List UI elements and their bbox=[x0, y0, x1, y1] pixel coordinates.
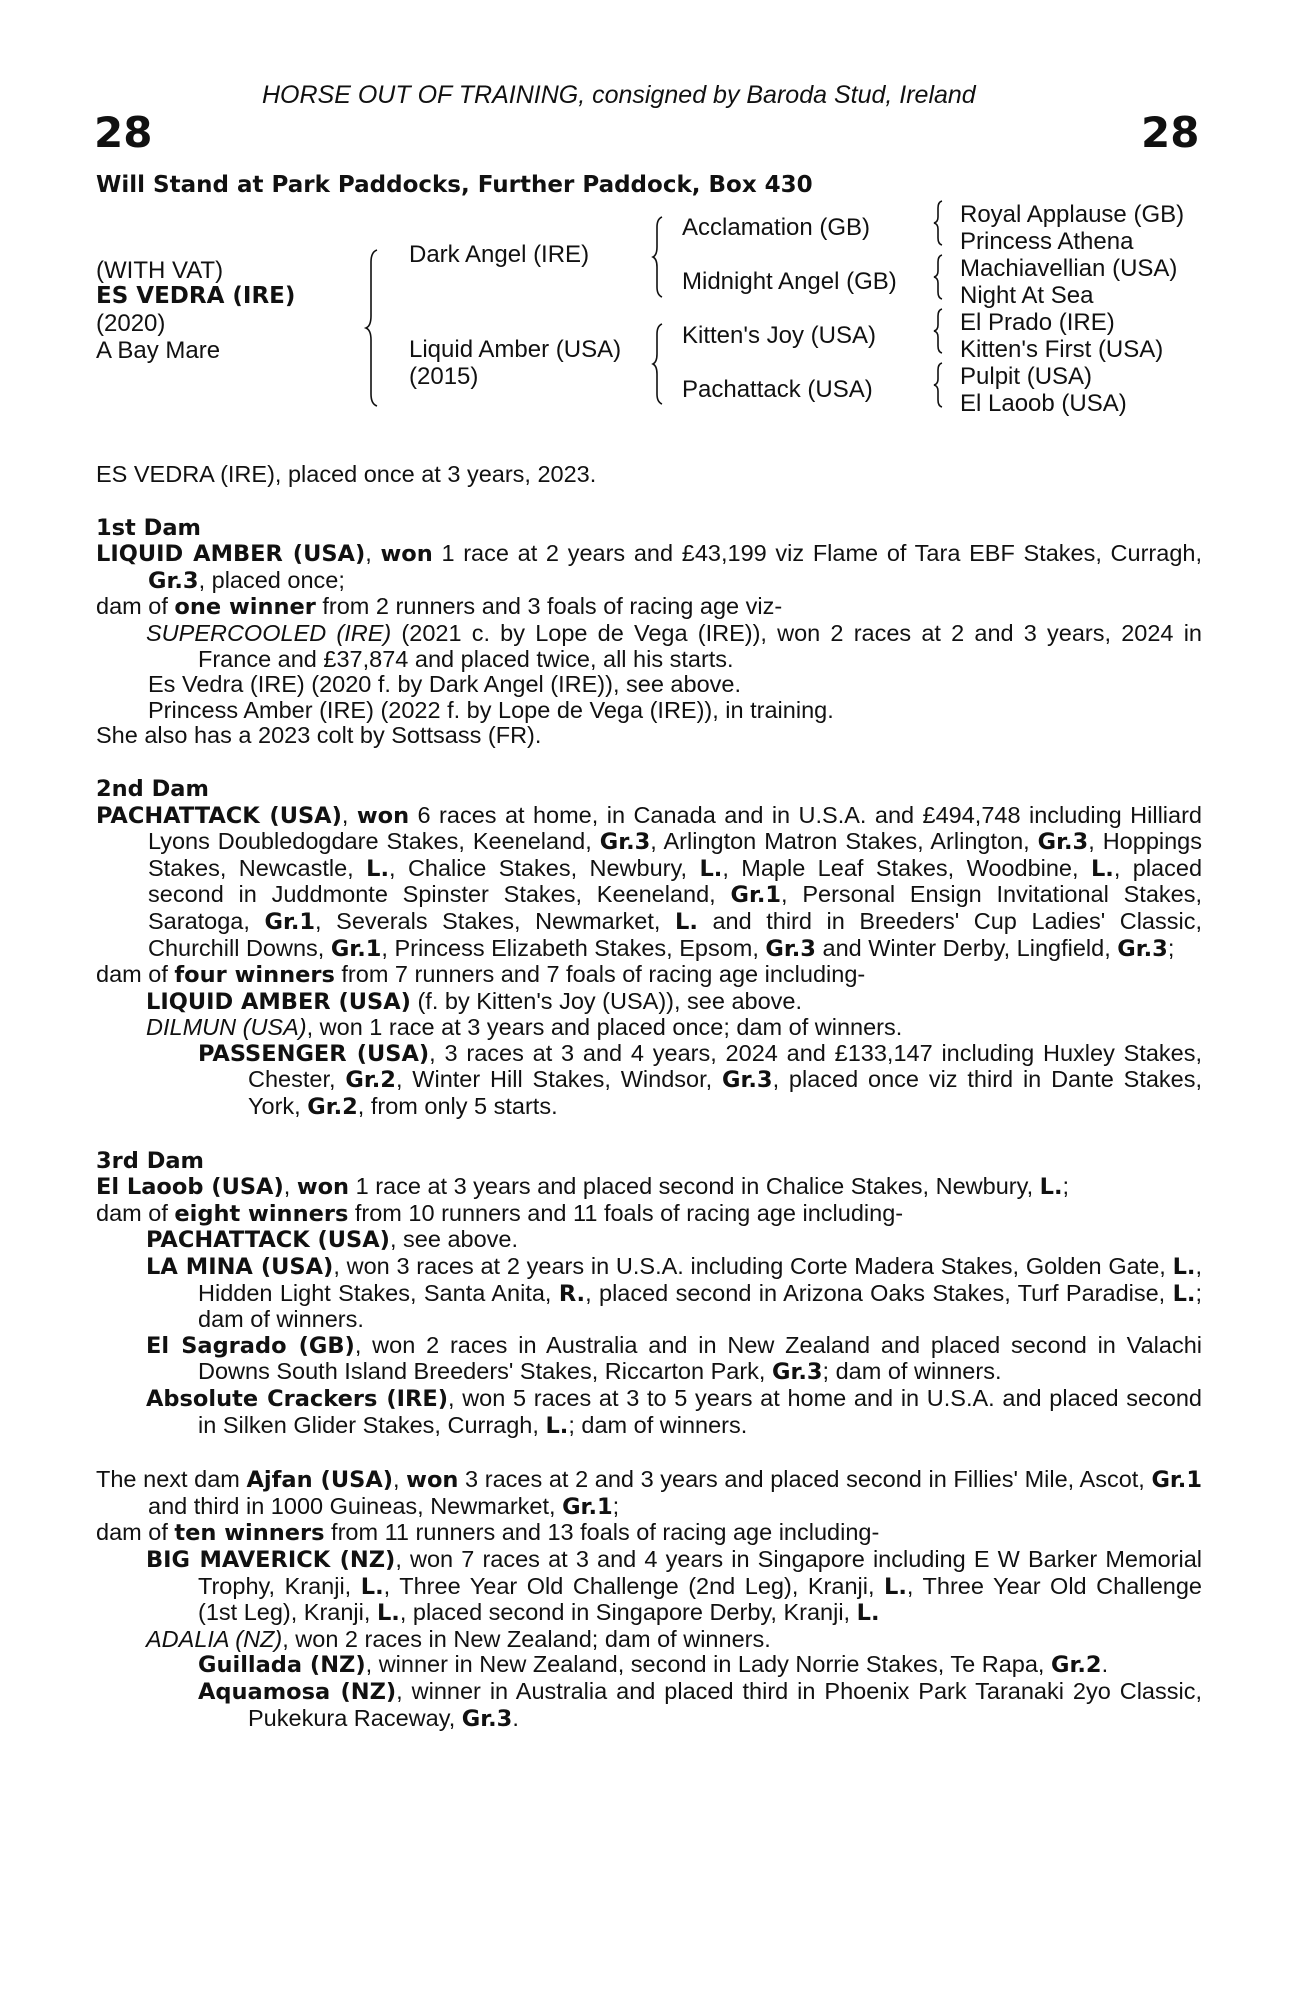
pedigree-gen3-1: Royal Applause (GB) bbox=[960, 201, 1185, 228]
second-dam-section bbox=[96, 777, 1202, 1121]
pedigree-brace-g3-2 bbox=[933, 253, 951, 301]
lot-number-left: 28 bbox=[94, 108, 153, 157]
first-dam-progeny-3: Princess Amber (IRE) (2022 f. by Lope de Vega (IRE)), in training. bbox=[148, 696, 834, 723]
stand-location: Will Stand at Park Paddocks, Further Paddock, Box 430 bbox=[96, 172, 813, 198]
pedigree-brace-dam bbox=[652, 322, 674, 402]
pedigree-gen3-4: Night At Sea bbox=[960, 282, 1094, 309]
second-dam-produce-line: dam of four winners from 7 runners and 7 foals of racing age including- bbox=[96, 961, 866, 989]
pedigree-gen2-4: Pachattack (USA) bbox=[682, 376, 873, 403]
pedigree-brace-g3-1 bbox=[933, 199, 951, 247]
pedigree-gen3-5: El Prado (IRE) bbox=[960, 309, 1115, 336]
next-dam-grand-progeny-2: Aquamosa (NZ), winner in Australia and placed third in Phoenix Park Taranaki 2yo Classic, Pukekura Raceway, Gr.3. bbox=[198, 1677, 1202, 1732]
first-dam-also: She also has a 2023 colt by Sottsass (FR). bbox=[96, 722, 542, 749]
third-dam-produce-line: dam of eight winners from 10 runners and 11 foals of racing age including- bbox=[96, 1199, 904, 1227]
pedigree-sire: Dark Angel (IRE) bbox=[409, 241, 590, 268]
first-dam-heading: 1st Dam bbox=[96, 514, 201, 541]
first-dam-progeny-1: SUPERCOOLED (IRE) (2021 c. by Lope de Vega (IRE)), won 2 races at 2 and 3 years, 2024 in France and £37,874 and placed twice, all his starts. bbox=[146, 619, 1202, 672]
pedigree-brace-main bbox=[365, 248, 395, 408]
pedigree-gen2-3: Kitten's Joy (USA) bbox=[682, 322, 876, 349]
third-dam-progeny-2: LA MINA (USA), won 3 races at 2 years in U.S.A. including Corte Madera Stakes, Golden Gate, L., Hidden Light Stakes, Santa Anita, R., placed second in Arizona Oaks Stakes, Turf Paradise, L.; dam of winners. bbox=[146, 1253, 1202, 1333]
pedigree-gen3-2: Princess Athena bbox=[960, 228, 1134, 255]
pedigree-brace-g3-3 bbox=[933, 307, 951, 355]
pedigree-gen3-7: Pulpit (USA) bbox=[960, 363, 1093, 390]
pedigree-dam: Liquid Amber (USA) bbox=[409, 336, 622, 363]
pedigree-gen2-1: Acclamation (GB) bbox=[682, 214, 871, 241]
first-dam-record: LIQUID AMBER (USA), won 1 race at 2 years and £43,199 viz Flame of Tara EBF Stakes, Curragh, Gr.3, placed once; bbox=[96, 540, 1202, 594]
next-dam-progeny-2: ADALIA (NZ), won 2 races in New Zealand; dam of winners. bbox=[146, 1625, 771, 1652]
third-dam-progeny-3: El Sagrado (GB), won 2 races in Australia and in New Zealand and placed second in Valachi Downs South Island Breeders' Stakes, Riccarton Park, Gr.3; dam of winners. bbox=[146, 1331, 1202, 1386]
horse-description: A Bay Mare bbox=[96, 337, 221, 364]
second-dam-heading: 2nd Dam bbox=[96, 775, 209, 802]
third-dam-progeny-1: PACHATTACK (USA), see above. bbox=[146, 1226, 519, 1254]
lot-number-right: 28 bbox=[1141, 108, 1200, 157]
first-dam-section bbox=[96, 516, 1202, 749]
second-dam-progeny-2: DILMUN (USA), won 1 race at 3 years and placed once; dam of winners. bbox=[146, 1014, 903, 1041]
second-dam-progeny-1: LIQUID AMBER (USA) (f. by Kitten's Joy (USA)), see above. bbox=[146, 987, 803, 1015]
third-dam-heading: 3rd Dam bbox=[96, 1147, 204, 1174]
next-dam-progeny-1: BIG MAVERICK (NZ), won 7 races at 3 and 4 years in Singapore including E W Barker Memorial Trophy, Kranji, L., Three Year Old Challenge (2nd Leg), Kranji, L., Three Year Old Challenge (1st Leg), Kranji, L., placed second in Singapore Derby, Kranji, L. bbox=[146, 1545, 1202, 1627]
next-dam-record: The next dam Ajfan (USA), won 3 races at 2 and 3 years and placed second in Fillies' Mile, Ascot, Gr.1 and third in 1000 Guineas, Newmarket, Gr.1; bbox=[96, 1466, 1203, 1520]
pedigree-brace-g3-4 bbox=[933, 361, 951, 409]
pedigree-gen3-3: Machiavellian (USA) bbox=[960, 255, 1178, 282]
page-header-title: HORSE OUT OF TRAINING, consigned by Baroda Stud, Ireland bbox=[262, 81, 976, 109]
next-dam-grand-progeny-1: Guillada (NZ), winner in New Zealand, second in Lady Norrie Stakes, Te Rapa, Gr.2. bbox=[198, 1651, 1109, 1679]
pedigree-gen3-8: El Laoob (USA) bbox=[960, 390, 1127, 417]
pedigree-brace-sire bbox=[652, 215, 674, 295]
produce-record bbox=[96, 462, 1202, 1732]
race-summary: ES VEDRA (IRE), placed once at 3 years, 2023. bbox=[96, 461, 597, 487]
third-dam-record: El Laoob (USA), won 1 race at 3 years and placed second in Chalice Stakes, Newbury, L.; bbox=[96, 1173, 1070, 1201]
horse-year: (2020) bbox=[96, 310, 166, 337]
next-dam-produce-line: dam of ten winners from 11 runners and 13 foals of racing age including- bbox=[96, 1519, 880, 1547]
pedigree-dam-year: (2015) bbox=[409, 363, 479, 390]
horse-name: ES VEDRA (IRE) bbox=[96, 283, 296, 309]
second-dam-grand-progeny-1: PASSENGER (USA), 3 races at 3 and 4 years, 2024 and £133,147 including Huxley Stakes, Chester, Gr.2, Winter Hill Stakes, Windsor, Gr.3, placed once viz third in Dante Stakes, York, Gr.2, from only 5 starts. bbox=[198, 1039, 1203, 1121]
first-dam-progeny-2: Es Vedra (IRE) (2020 f. by Dark Angel (IRE)), see above. bbox=[148, 671, 741, 698]
second-dam-record: PACHATTACK (USA), won 6 races at home, in Canada and in U.S.A. and £494,748 including Hilliard Lyons Doubledogdare Stakes, Keeneland, Gr.3, Arlington Matron Stakes, Arlington, Gr.3, Hoppings Stakes, Newcastle, L., Chalice Stakes, Newbury, L., Maple Leaf Stakes, Woodbine, L., placed second in Juddmonte Spinster Stakes, Keeneland, Gr.1, Personal Ensign Invitational Stakes, Saratoga, Gr.1, Severals Stakes, Newmarket, L. and third in Breeders' Cup Ladies' Classic, Churchill Downs, Gr.1, Princess Elizabeth Stakes, Epsom, Gr.3 and Winter Derby, Lingfield, Gr.3; bbox=[96, 801, 1203, 962]
pedigree-gen3-6: Kitten's First (USA) bbox=[960, 336, 1164, 363]
third-dam-section bbox=[96, 1149, 1202, 1440]
vat-note: (WITH VAT) bbox=[96, 257, 224, 284]
pedigree-gen2-2: Midnight Angel (GB) bbox=[682, 268, 897, 295]
next-dam-section bbox=[96, 1467, 1202, 1732]
first-dam-produce-line: dam of one winner from 2 runners and 3 foals of racing age viz- bbox=[96, 593, 783, 621]
third-dam-progeny-4: Absolute Crackers (IRE), won 5 races at 3 to 5 years at home and in U.S.A. and placed second in Silken Glider Stakes, Curragh, L.; dam of winners. bbox=[146, 1385, 1203, 1439]
